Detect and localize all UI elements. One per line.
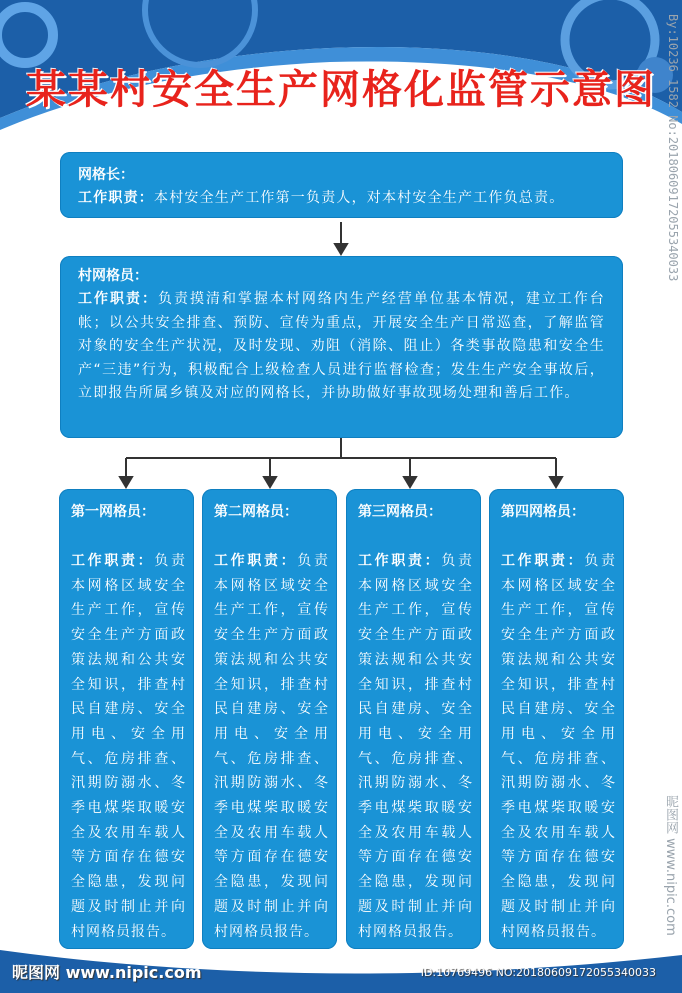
grid-member-box-3 — [346, 489, 481, 949]
page-title: 某某村安全生产网格化监管示意图 — [26, 67, 656, 113]
grid-member-title: 第三网格员： — [358, 504, 442, 520]
id-watermark: ID:10769496 NO:20180609172055340033 — [420, 966, 656, 979]
arrow-head — [335, 244, 347, 254]
arrow-head — [550, 477, 562, 487]
duty-text: 负责摸清和掌握本村网络内生产经营单位基本情况，建立工作台帐；以公共安全排查、预防、宣传为重点，开展安全生产日常巡查，了解监管对象的安全生产状况，及时发现、劝阻（消除、阻止）各类事故隐患和安全生产“三违”行为，积极配合上级检查人员进行监督检查；发生生产安全事故后，立即报告所属乡镇及对应的网格长，并协助做好事故现场处理和善后工作。 — [78, 291, 605, 401]
duty-label: 工作职责： — [71, 553, 155, 569]
grid-member-duty — [501, 549, 616, 944]
duty-label: 工作职责： — [78, 291, 158, 307]
grid-leader-box — [60, 152, 623, 218]
grid-member-duty — [358, 549, 473, 944]
duty-label: 工作职责： — [358, 553, 442, 569]
grid-member-title: 第四网格员： — [501, 504, 585, 520]
grid-member-title: 第一网格员： — [71, 504, 155, 520]
village-grid-member-duty — [78, 288, 605, 406]
duty-text: 负责本网格区域安全生产工作，宣传安全生产方面政策法规和公共安全知识，排查村民自建房、安全用电、安全用气、危房排查、汛期防溺水、冬季电煤柴取暖安全及农用车载人等方面存在德安全隐患，发现问题及时制止并向村网格员报告。 — [214, 553, 330, 940]
grid-member-title: 第二网格员： — [214, 504, 298, 520]
duty-text: 负责本网格区域安全生产工作，宣传安全生产方面政策法规和公共安全知识，排查村民自建房、安全用电、安全用气、危房排查、汛期防溺水、冬季电煤柴取暖安全及农用车载人等方面存在德安全隐患，发现问题及时制止并向村网格员报告。 — [71, 553, 187, 940]
side-site-watermark: 昵图网 www.nipic.com — [663, 795, 678, 936]
grid-member-box-4 — [489, 489, 624, 949]
arrow-head — [264, 477, 276, 487]
village-grid-member-box — [60, 256, 623, 438]
duty-text: 负责本网格区域安全生产工作，宣传安全生产方面政策法规和公共安全知识，排查村民自建房、安全用电、安全用气、危房排查、汛期防溺水、冬季电煤柴取暖安全及农用车载人等方面存在德安全隐患，发现问题及时制止并向村网格员报告。 — [501, 553, 617, 940]
grid-leader-duty — [78, 187, 564, 211]
grid-member-box-2 — [202, 489, 337, 949]
duty-text: 负责本网格区域安全生产工作，宣传安全生产方面政策法规和公共安全知识，排查村民自建房、安全用电、安全用气、危房排查、汛期防溺水、冬季电煤柴取暖安全及农用车载人等方面存在德安全隐患，发现问题及时制止并向村网格员报告。 — [358, 553, 474, 940]
arrow-head — [120, 477, 132, 487]
duty-label: 工作职责： — [214, 553, 298, 569]
grid-leader-title: 网格长： — [78, 167, 134, 183]
duty-text: 本村安全生产工作第一负责人，对本村安全生产工作负总责。 — [154, 190, 565, 206]
village-grid-member-title: 村网格员： — [78, 268, 148, 284]
duty-label: 工作职责： — [78, 190, 154, 206]
grid-member-duty — [71, 549, 186, 944]
logo-watermark: 昵图网 www.nipic.com — [12, 963, 202, 982]
grid-member-box-1 — [59, 489, 194, 949]
grid-member-duty — [214, 549, 329, 944]
side-watermark: By:10236 1582 No:20180609172055340033 — [666, 14, 680, 282]
duty-label: 工作职责： — [501, 553, 585, 569]
arrow-head — [404, 477, 416, 487]
